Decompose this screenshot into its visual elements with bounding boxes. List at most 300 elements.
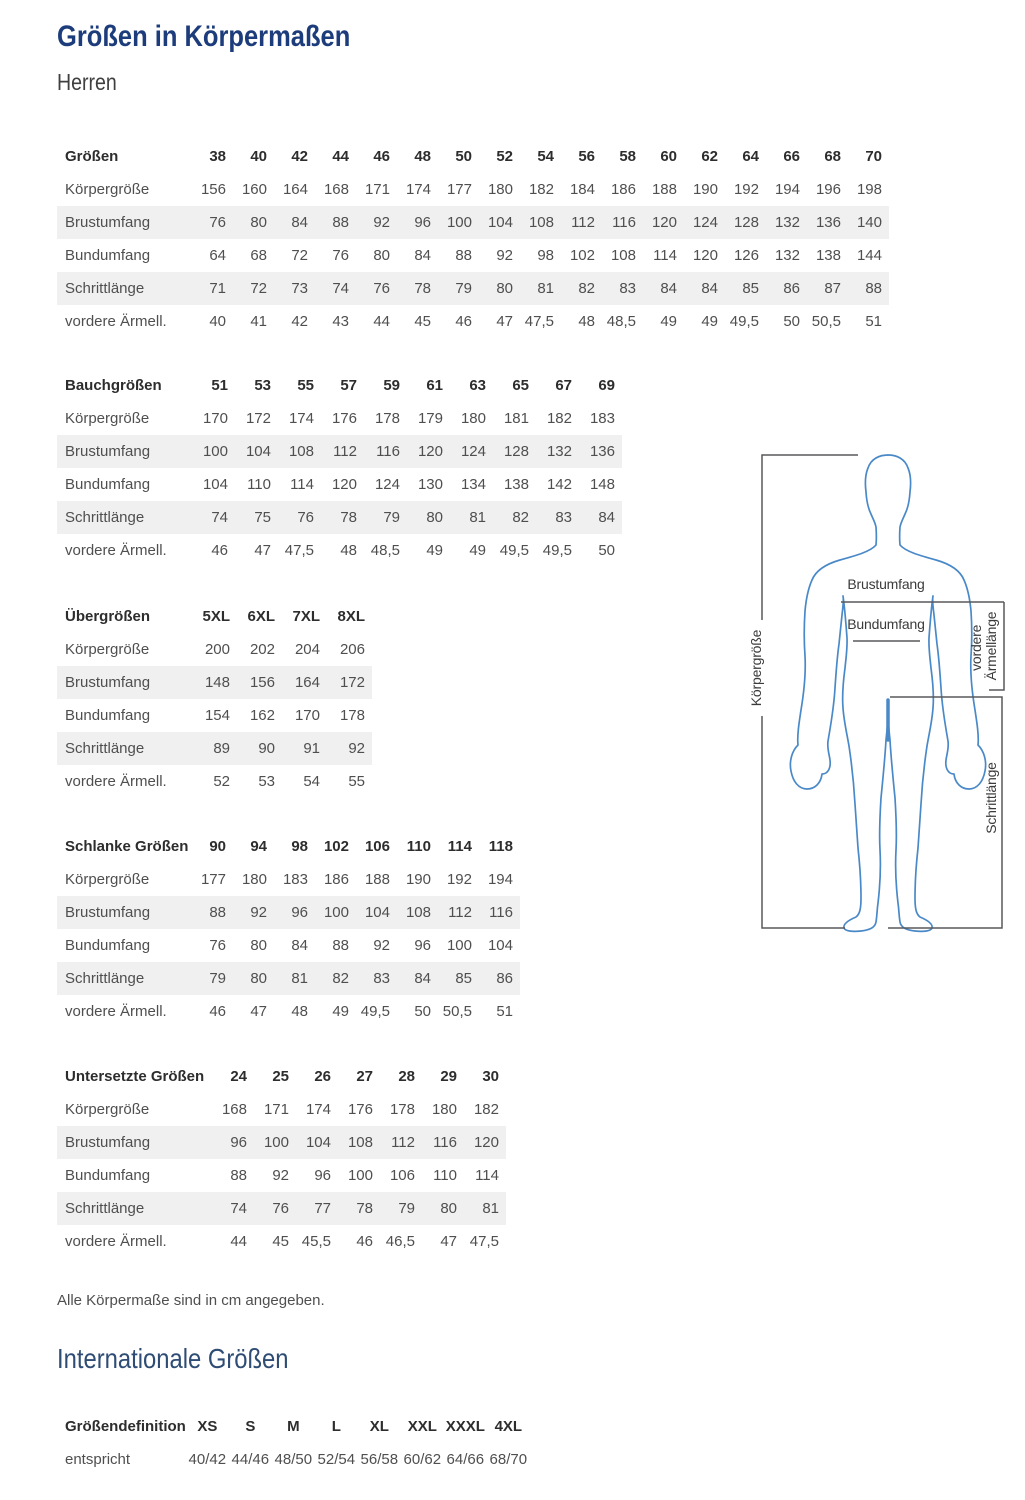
value-cell: 90 bbox=[258, 740, 275, 757]
size-column-header: 28 bbox=[398, 1068, 415, 1085]
body-figure-svg bbox=[742, 448, 1014, 978]
value-cell: 196 bbox=[815, 181, 841, 198]
value-cell: 49,5 bbox=[729, 313, 759, 330]
size-column-header: 26 bbox=[314, 1068, 331, 1085]
table-title-cell: Größendefinition bbox=[65, 1418, 186, 1435]
page-title bbox=[57, 20, 402, 54]
value-cell: 98 bbox=[537, 247, 554, 264]
value-cell: 47 bbox=[254, 542, 271, 559]
value-cell: 96 bbox=[414, 937, 431, 954]
value-cell: 84 bbox=[291, 937, 308, 954]
value-cell: 112 bbox=[333, 443, 357, 460]
value-cell: 51 bbox=[496, 1003, 513, 1020]
value-cell: 73 bbox=[291, 280, 308, 297]
value-cell: 79 bbox=[398, 1200, 415, 1217]
value-cell: 72 bbox=[291, 247, 308, 264]
value-cell: 108 bbox=[288, 443, 314, 460]
row-label-cell: Körpergröße bbox=[65, 410, 150, 427]
value-cell: 51 bbox=[865, 313, 882, 330]
table-row bbox=[57, 962, 520, 995]
value-cell: 120 bbox=[651, 214, 677, 231]
row-label-cell: Schrittlänge bbox=[65, 970, 145, 987]
value-cell: 91 bbox=[303, 740, 320, 757]
value-cell: 68 bbox=[250, 247, 267, 264]
size-column-header: XS bbox=[197, 1418, 218, 1435]
size-column-header: 30 bbox=[482, 1068, 499, 1085]
size-column-header: 68 bbox=[824, 148, 841, 165]
value-cell: 132 bbox=[546, 443, 572, 460]
value-cell: 86 bbox=[496, 970, 513, 987]
value-cell: 178 bbox=[389, 1101, 415, 1118]
value-cell: 183 bbox=[282, 871, 308, 888]
size-column-header: M bbox=[287, 1418, 300, 1435]
size-column-header: XL bbox=[369, 1418, 389, 1435]
value-cell: 160 bbox=[241, 181, 267, 198]
value-cell: 74 bbox=[230, 1200, 247, 1217]
table-row bbox=[57, 402, 622, 435]
size-column-header: XXL bbox=[407, 1418, 437, 1435]
size-column-header: 61 bbox=[426, 377, 443, 394]
value-cell: 114 bbox=[290, 476, 314, 493]
row-label-cell: Brustumfang bbox=[65, 443, 151, 460]
value-cell: 96 bbox=[414, 214, 431, 231]
value-cell: 80 bbox=[426, 509, 443, 526]
vordere-label-line2: Ärmellänge bbox=[983, 611, 999, 681]
value-cell: 108 bbox=[610, 247, 636, 264]
value-cell: 74 bbox=[211, 509, 228, 526]
row-label-cell: Bundumfang bbox=[65, 247, 151, 264]
table-header-row bbox=[57, 369, 622, 402]
value-cell: 104 bbox=[487, 937, 513, 954]
size-column-header: 51 bbox=[211, 377, 228, 394]
value-cell: 180 bbox=[487, 181, 513, 198]
value-cell: 171 bbox=[263, 1101, 289, 1118]
row-label-cell: Körpergröße bbox=[65, 181, 150, 198]
value-cell: 120 bbox=[692, 247, 718, 264]
value-cell: 134 bbox=[460, 476, 486, 493]
value-cell: 154 bbox=[204, 707, 230, 724]
table-row bbox=[57, 206, 889, 239]
value-cell: 54 bbox=[303, 773, 320, 790]
size-column-header: L bbox=[331, 1418, 341, 1435]
value-cell: 138 bbox=[815, 247, 841, 264]
size-column-header: 110 bbox=[406, 838, 431, 855]
size-column-header: 40 bbox=[250, 148, 267, 165]
value-cell: 136 bbox=[589, 443, 615, 460]
table-bauchgroessen bbox=[57, 369, 622, 567]
value-cell: 76 bbox=[209, 937, 226, 954]
size-column-header: 67 bbox=[555, 377, 572, 394]
size-column-header: 56 bbox=[578, 148, 595, 165]
table-row bbox=[57, 239, 889, 272]
value-cell: 46 bbox=[209, 1003, 226, 1020]
value-cell: 82 bbox=[578, 280, 595, 297]
size-column-header: 63 bbox=[469, 377, 486, 394]
value-cell: 192 bbox=[446, 871, 472, 888]
value-cell: 49 bbox=[469, 542, 486, 559]
value-cell: 46 bbox=[356, 1233, 373, 1250]
value-cell: 204 bbox=[294, 641, 320, 658]
schrittlaenge-label: Schrittlänge bbox=[983, 762, 999, 834]
size-column-header: 94 bbox=[250, 838, 267, 855]
size-column-header: XXXL bbox=[445, 1418, 485, 1435]
size-column-header: 62 bbox=[701, 148, 718, 165]
value-cell: 45 bbox=[272, 1233, 289, 1250]
value-cell: 88 bbox=[209, 904, 226, 921]
value-cell: 46,5 bbox=[385, 1233, 415, 1250]
value-cell: 172 bbox=[245, 410, 271, 427]
size-column-header: 44 bbox=[332, 148, 349, 165]
value-cell: 82 bbox=[512, 509, 529, 526]
value-cell: 177 bbox=[446, 181, 472, 198]
value-cell: 116 bbox=[612, 214, 636, 231]
value-cell: 102 bbox=[569, 247, 595, 264]
value-cell: 186 bbox=[323, 871, 349, 888]
value-cell: 171 bbox=[364, 181, 390, 198]
koerpergroesse-label: Körpergröße bbox=[748, 629, 764, 707]
value-cell: 120 bbox=[417, 443, 443, 460]
size-column-header: 8XL bbox=[337, 608, 365, 625]
value-cell: 174 bbox=[405, 181, 431, 198]
value-cell: 76 bbox=[209, 214, 226, 231]
value-cell: 76 bbox=[332, 247, 349, 264]
size-column-header: 118 bbox=[488, 838, 513, 855]
size-column-header: 70 bbox=[865, 148, 882, 165]
table-row bbox=[57, 1126, 506, 1159]
size-column-header: 65 bbox=[512, 377, 529, 394]
value-cell: 110 bbox=[247, 476, 271, 493]
value-cell: 89 bbox=[213, 740, 230, 757]
value-cell: 46 bbox=[211, 542, 228, 559]
value-cell: 47,5 bbox=[524, 313, 554, 330]
value-cell: 96 bbox=[230, 1134, 247, 1151]
value-cell: 48 bbox=[340, 542, 357, 559]
size-column-header: 69 bbox=[598, 377, 615, 394]
value-cell: 77 bbox=[314, 1200, 331, 1217]
size-column-header: 57 bbox=[340, 377, 357, 394]
measurement-lines bbox=[762, 455, 1004, 928]
value-cell: 49,5 bbox=[499, 542, 529, 559]
value-cell: 124 bbox=[692, 214, 718, 231]
value-cell: 174 bbox=[288, 410, 314, 427]
value-cell: 92 bbox=[250, 904, 267, 921]
value-cell: 84 bbox=[660, 280, 677, 297]
table-header-row bbox=[57, 1410, 530, 1443]
value-cell: 126 bbox=[733, 247, 759, 264]
value-cell: 72 bbox=[250, 280, 267, 297]
size-column-header: 46 bbox=[373, 148, 390, 165]
value-cell: 79 bbox=[383, 509, 400, 526]
value-cell: 186 bbox=[610, 181, 636, 198]
value-cell: 50 bbox=[598, 542, 615, 559]
value-cell: 47,5 bbox=[284, 542, 314, 559]
value-cell: 47,5 bbox=[469, 1233, 499, 1250]
value-cell: 174 bbox=[305, 1101, 331, 1118]
value-cell: 47 bbox=[250, 1003, 267, 1020]
value-cell: 182 bbox=[473, 1101, 499, 1118]
vordere-aermellaenge-label bbox=[968, 611, 999, 680]
value-cell: 83 bbox=[373, 970, 390, 987]
value-cell: 49 bbox=[332, 1003, 349, 1020]
value-cell: 80 bbox=[250, 214, 267, 231]
man-outline-icon bbox=[790, 455, 985, 931]
row-label-cell: vordere Ärmell. bbox=[65, 313, 167, 330]
value-cell: 92 bbox=[348, 740, 365, 757]
table-row bbox=[57, 468, 622, 501]
size-column-header: 55 bbox=[297, 377, 314, 394]
size-column-header: S bbox=[245, 1418, 256, 1435]
international-section-title bbox=[57, 1342, 329, 1376]
value-cell: 190 bbox=[692, 181, 718, 198]
table-row bbox=[57, 1443, 530, 1476]
value-cell: 81 bbox=[291, 970, 308, 987]
table-row bbox=[57, 305, 889, 338]
row-label-cell: Schrittlänge bbox=[65, 280, 145, 297]
value-cell: 45,5 bbox=[301, 1233, 331, 1250]
value-cell: 164 bbox=[294, 674, 320, 691]
value-cell: 124 bbox=[374, 476, 400, 493]
table-row bbox=[57, 896, 520, 929]
value-cell: 106 bbox=[389, 1167, 415, 1184]
value-cell: 176 bbox=[331, 410, 357, 427]
value-cell: 78 bbox=[414, 280, 431, 297]
value-cell: 80 bbox=[496, 280, 513, 297]
brustumfang-label: Brustumfang bbox=[847, 576, 925, 592]
value-cell: 85 bbox=[455, 970, 472, 987]
page-subtitle-text: Herren bbox=[57, 69, 117, 95]
row-label-cell: Bundumfang bbox=[65, 1167, 151, 1184]
table-title-cell: Größen bbox=[65, 148, 119, 165]
size-column-header: 114 bbox=[447, 838, 472, 855]
value-cell: 108 bbox=[347, 1134, 373, 1151]
value-cell: 136 bbox=[815, 214, 841, 231]
value-cell: 181 bbox=[503, 410, 529, 427]
value-cell: 176 bbox=[347, 1101, 373, 1118]
value-cell: 48,5 bbox=[370, 542, 400, 559]
value-cell: 86 bbox=[783, 280, 800, 297]
value-cell: 142 bbox=[546, 476, 572, 493]
row-label-cell: Körpergröße bbox=[65, 641, 150, 658]
value-cell: 43 bbox=[332, 313, 349, 330]
value-cell: 80 bbox=[250, 937, 267, 954]
value-cell: 114 bbox=[653, 247, 677, 264]
size-column-header: 59 bbox=[383, 377, 400, 394]
value-cell: 190 bbox=[405, 871, 431, 888]
value-cell: 170 bbox=[202, 410, 228, 427]
value-cell: 47 bbox=[496, 313, 513, 330]
value-cell: 50,5 bbox=[442, 1003, 472, 1020]
table-row bbox=[57, 534, 622, 567]
value-cell: 164 bbox=[282, 181, 308, 198]
value-cell: 92 bbox=[373, 214, 390, 231]
table-international bbox=[57, 1410, 530, 1476]
value-cell: 41 bbox=[250, 313, 267, 330]
table-title-cell: Bauchgrößen bbox=[65, 377, 162, 394]
value-cell: 184 bbox=[569, 181, 595, 198]
row-label-cell: vordere Ärmell. bbox=[65, 542, 167, 559]
table-row bbox=[57, 173, 889, 206]
value-cell: 192 bbox=[733, 181, 759, 198]
value-cell: 100 bbox=[446, 214, 472, 231]
value-cell: 80 bbox=[440, 1200, 457, 1217]
row-label-cell: Schrittlänge bbox=[65, 740, 145, 757]
value-cell: 104 bbox=[305, 1134, 331, 1151]
value-cell: 112 bbox=[448, 904, 472, 921]
size-column-header: 38 bbox=[209, 148, 226, 165]
table-row bbox=[57, 1159, 506, 1192]
row-label-cell: Brustumfang bbox=[65, 904, 151, 921]
value-cell: 47 bbox=[440, 1233, 457, 1250]
value-cell: 53 bbox=[258, 773, 275, 790]
value-cell: 148 bbox=[589, 476, 615, 493]
value-cell: 132 bbox=[774, 214, 800, 231]
value-cell: 81 bbox=[537, 280, 554, 297]
value-cell: 108 bbox=[528, 214, 554, 231]
size-column-header: 58 bbox=[619, 148, 636, 165]
value-cell: 112 bbox=[571, 214, 595, 231]
table-row bbox=[57, 1093, 506, 1126]
value-cell: 168 bbox=[323, 181, 349, 198]
value-cell: 180 bbox=[431, 1101, 457, 1118]
value-cell: 180 bbox=[241, 871, 267, 888]
value-cell: 194 bbox=[487, 871, 513, 888]
value-cell: 206 bbox=[339, 641, 365, 658]
value-cell: 44 bbox=[373, 313, 390, 330]
value-cell: 76 bbox=[272, 1200, 289, 1217]
size-column-header: 52 bbox=[496, 148, 513, 165]
value-cell: 110 bbox=[433, 1167, 457, 1184]
value-cell: 194 bbox=[774, 181, 800, 198]
value-cell: 128 bbox=[733, 214, 759, 231]
value-cell: 104 bbox=[245, 443, 271, 460]
table-title-cell: Untersetzte Größen bbox=[65, 1068, 205, 1085]
value-cell: 148 bbox=[204, 674, 230, 691]
value-cell: 71 bbox=[209, 280, 226, 297]
value-cell: 88 bbox=[332, 214, 349, 231]
value-cell: 74 bbox=[332, 280, 349, 297]
value-cell: 50 bbox=[783, 313, 800, 330]
table-header-row bbox=[57, 140, 889, 173]
value-cell: 84 bbox=[414, 970, 431, 987]
row-label-cell: Brustumfang bbox=[65, 214, 151, 231]
size-column-header: 5XL bbox=[202, 608, 230, 625]
value-cell: 144 bbox=[856, 247, 882, 264]
value-cell: 75 bbox=[254, 509, 271, 526]
size-column-header: 7XL bbox=[292, 608, 320, 625]
vordere-label-line1: vordere bbox=[968, 624, 984, 671]
table-row bbox=[57, 666, 372, 699]
value-cell: 178 bbox=[374, 410, 400, 427]
international-title-text: Internationale Größen bbox=[57, 1343, 289, 1374]
value-cell: 83 bbox=[555, 509, 572, 526]
table-row bbox=[57, 272, 889, 305]
size-column-header: 27 bbox=[356, 1068, 373, 1085]
value-cell: 44/46 bbox=[231, 1451, 270, 1468]
row-label-cell: vordere Ärmell. bbox=[65, 1233, 167, 1250]
value-cell: 128 bbox=[503, 443, 529, 460]
size-column-header: 42 bbox=[291, 148, 308, 165]
value-cell: 177 bbox=[200, 871, 226, 888]
value-cell: 79 bbox=[209, 970, 226, 987]
value-cell: 80 bbox=[250, 970, 267, 987]
size-column-header: 48 bbox=[414, 148, 431, 165]
value-cell: 81 bbox=[469, 509, 486, 526]
value-cell: 48,5 bbox=[606, 313, 636, 330]
body-measurement-figure bbox=[742, 448, 1014, 978]
row-label-cell: Schrittlänge bbox=[65, 1200, 145, 1217]
value-cell: 88 bbox=[230, 1167, 247, 1184]
value-cell: 172 bbox=[339, 674, 365, 691]
value-cell: 52 bbox=[213, 773, 230, 790]
value-cell: 44 bbox=[230, 1233, 247, 1250]
value-cell: 84 bbox=[414, 247, 431, 264]
row-label-cell: entspricht bbox=[65, 1451, 131, 1468]
table-row bbox=[57, 1192, 506, 1225]
value-cell: 46 bbox=[455, 313, 472, 330]
value-cell: 116 bbox=[376, 443, 400, 460]
value-cell: 170 bbox=[294, 707, 320, 724]
value-cell: 104 bbox=[364, 904, 390, 921]
row-label-cell: Körpergröße bbox=[65, 1101, 150, 1118]
table-row bbox=[57, 929, 520, 962]
table-header-row bbox=[57, 1060, 506, 1093]
size-column-header: 29 bbox=[440, 1068, 457, 1085]
value-cell: 84 bbox=[291, 214, 308, 231]
value-cell: 88 bbox=[455, 247, 472, 264]
value-cell: 108 bbox=[405, 904, 431, 921]
size-column-header: 102 bbox=[323, 838, 349, 855]
table-title-cell: Schlanke Größen bbox=[65, 838, 189, 855]
table-header-row bbox=[57, 830, 520, 863]
value-cell: 49,5 bbox=[360, 1003, 390, 1020]
value-cell: 156 bbox=[200, 181, 226, 198]
value-cell: 180 bbox=[460, 410, 486, 427]
value-cell: 130 bbox=[417, 476, 443, 493]
value-cell: 120 bbox=[473, 1134, 499, 1151]
cm-note: Alle Körpermaße sind in cm angegeben. bbox=[57, 1292, 325, 1309]
size-column-header: 60 bbox=[660, 148, 677, 165]
row-label-cell: Schrittlänge bbox=[65, 509, 145, 526]
value-cell: 100 bbox=[263, 1134, 289, 1151]
value-cell: 116 bbox=[433, 1134, 457, 1151]
value-cell: 188 bbox=[651, 181, 677, 198]
value-cell: 182 bbox=[528, 181, 554, 198]
value-cell: 48/50 bbox=[274, 1451, 313, 1468]
row-label-cell: vordere Ärmell. bbox=[65, 1003, 167, 1020]
value-cell: 45 bbox=[414, 313, 431, 330]
size-column-header: 50 bbox=[455, 148, 472, 165]
value-cell: 100 bbox=[323, 904, 349, 921]
size-column-header: 106 bbox=[364, 838, 390, 855]
table-groessen bbox=[57, 140, 889, 338]
size-column-header: 53 bbox=[254, 377, 271, 394]
value-cell: 100 bbox=[347, 1167, 373, 1184]
table-row bbox=[57, 765, 372, 798]
value-cell: 198 bbox=[856, 181, 882, 198]
value-cell: 96 bbox=[314, 1167, 331, 1184]
table-untersetzte-groessen bbox=[57, 1060, 506, 1258]
size-column-header: 66 bbox=[783, 148, 800, 165]
table-row bbox=[57, 1225, 506, 1258]
row-label-cell: Bundumfang bbox=[65, 707, 151, 724]
value-cell: 50 bbox=[414, 1003, 431, 1020]
table-schlanke-groessen bbox=[57, 830, 520, 1028]
value-cell: 168 bbox=[221, 1101, 247, 1118]
value-cell: 76 bbox=[297, 509, 314, 526]
value-cell: 49 bbox=[701, 313, 718, 330]
value-cell: 116 bbox=[489, 904, 513, 921]
value-cell: 68/70 bbox=[489, 1451, 528, 1468]
